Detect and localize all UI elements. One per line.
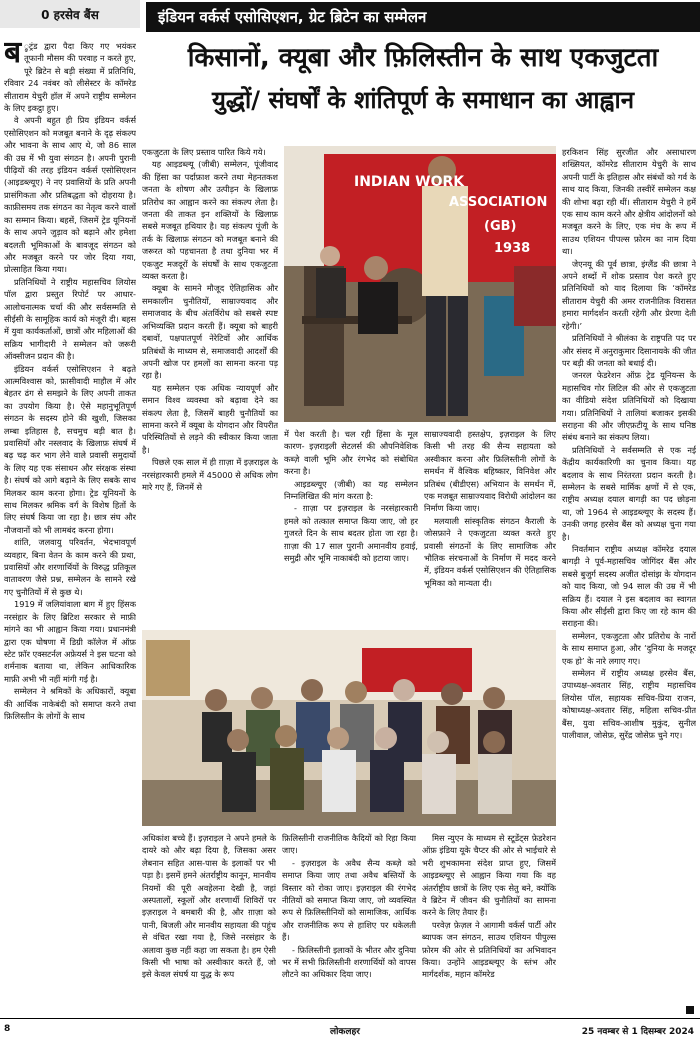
paragraph: सम्मेलन में राष्ट्रीय अध्यक्ष हरसेव बैंस, उपाध्यक्ष-अवतार सिंह, राष्ट्रीय महासचिव लियोस पॉल, सहायक सचिव-प्रिया राजन, कोषाध्यक्ष-अवतार सिंह, महिला सचिव-प्रीत बैंस, युवा सचिव-आशीष मुकुंद, सुनील पालीवाल, जोसेफ़, सुरेंद्र जोसेफ़ चुने गए।: [562, 668, 696, 741]
paragraph: पिछले एक साल में ही ग़ाज़ा में इज़राइल के नरसंहारकारी हमले में 45000 से अधिक लोग मारे गए हैं, जिनमें से: [142, 457, 278, 492]
paragraph: यह आइडब्ल्यू (जीबी) सम्मेलन, पूंजीवाद की हिंसा का पर्दाफ़ाश करने तथा मेहनतकश जनता के शोषण और उत्पीड़न के खिलाफ़ प्रतिरोध का आह्वान करने का संकल्प लेता है। जनता की ताकत इन शक्तियों के खिलाफ़ सबसे मजबूत हथियार है। यह संकल्प पूंजी के तर्क के खिलाफ़ संगठन को मजबूत बनाने की जरूरत को पहचानता है तथा दुनिया भर में एकजुट मजदूरों के संघर्षों के साथ एकजुटता व्यक्त करता है।: [142, 159, 278, 282]
article-column-2: [142, 146, 278, 624]
publication-name: लोकलहर: [330, 1027, 360, 1037]
banner-line-3: (GB): [484, 219, 517, 234]
paragraph: फ़िलिस्तीनी राजनीतिक कैदियों को रिहा किया जाए।: [282, 833, 416, 856]
paragraph: सम्मेलन ने श्रमिकों के अधिकारों, क्यूबा की आर्थिक नाकेबंदी को समाप्त करने तथा फ़िलिस्तीन के लोगों के साथ: [4, 686, 136, 721]
headline-line1: किसानों, क्यूबा और फ़िलिस्तीन के साथ एकजुटता: [187, 43, 659, 73]
banner-line-4: 1938: [494, 241, 531, 256]
paragraph: आइडब्ल्यूए (जीबी) का यह सम्मेलन निम्नलिखित की मांग करता है:: [284, 478, 418, 502]
paragraph: शांति, जलवायु परिवर्तन, भेदभावपूर्ण व्यवहार, बिना वेतन के काम करने की प्रथा, प्रवासियों और शरणार्थियों के विरुद्ध प्रतिकूल वातावरण जैसे प्रश्न, सम्मेलन के सामने रखे गए चुनौतियों में से कुछ थे।: [4, 537, 136, 597]
paragraph: मिस न्युएन के माध्यम से स्टूडेंट्स फ़ेडरेशन ऑफ़ इंडिया यूके चैप्टर की ओर से भाईचारे से भरी शुभकामना संदेश प्राप्त हुए, जिसमें आइडब्ल्यूए से आह्वान किया गया कि वह अंतर्राष्ट्रीय छात्रों के लिए एक सेतु बने, क्योंकि वे ब्रिटेन में जीवन की चुनौतियों का सामना करने के लिए तैयार हैं।: [422, 833, 556, 918]
banner-line-2: ASSOCIATION: [449, 195, 548, 210]
paragraph: एकजुटता के लिए प्रस्ताव पारित किये गये।: [142, 147, 266, 157]
issue-date: 25 नवम्बर से 1 दिसम्बर 2024: [581, 1027, 694, 1037]
author-label: 0 हरसेव बैंस: [0, 0, 140, 28]
group-photo-illustration: [142, 630, 556, 826]
paragraph: जेएनयू की पूर्व छात्रा, इंग्लैंड की छात्रा ने अपने शब्दों में शोक प्रस्ताव पेश करते हुए प्रतिनिधियों को याद दिलाया कि ‘कॉमरेड सीताराम येचुरी की अमर राजनीतिक विरासत हमारा मार्गदर्शन करती रहेगी और प्रेरणा देती रहेगी।’: [562, 258, 696, 331]
paragraph: - ग़ाज़ा पर इज़राइल के नरसंहारकारी हमले को तत्काल समाप्त किया जाए, जो हर गुजरते दिन के साथ बदतर होता जा रहा है। ग़ाज़ा की 17 साल पुरानी अमानवीय हवाई, समुद्री और भूमि नाकाबंदी को हटाया जाए।: [284, 503, 418, 564]
speaker-photo-illustration: [284, 146, 556, 422]
paragraph: इंडियन वर्कर्स एसोसिएशन ने बढ़ते आत्मविश्वास को, फ़ासीवादी माहौल में और बेहतर ढंग से समझने के लिए अपनी ताकत का उपयोग किया है। ऐसे महानुभूतिपूर्ण संगठन के सदस्य होने की खुशी, जिसका लम्बा इतिहास है, सचमुच बड़ी बात है। प्रवासियों और नस्लवाद के खिलाफ़ संघर्ष में बढ़ चढ़ कर भाग लेने वाले प्रवासी समुदायों के लिए यह एक संसाधन और संरक्षक संस्था है। संघर्ष को आगे बढ़ाने के लिए सबके साथ मिलकर काम करना होगा। ट्रेड यूनियनों के साथ मिलकर श्रमिक वर्ग के विशेष हितों के लिए संघर्ष किया जा रहा है। छात्र संघ और नौजवानों को भी लामबंद करना होगा।: [4, 363, 136, 535]
paragraph: हरकिशन सिंह सुरजीत और असाधारण शख्सियत, कॉमरेड सीताराम येचुरी के साथ अपनी पार्टी के इतिहास और संबंधों को गर्व के साथ याद किया, जिनकी तस्वीरें सम्मेलन कक्ष की शोभा बढ़ा रही थीं। सीताराम येचुरी ने हमें एक साथ काम करने और क्षेत्रीय आंदोलनों को मजबूत करने के लिए, एक मंच के रूप में साउथ एशियन पीपल्स फ़ोरम का नाम दिया था।: [562, 147, 696, 257]
paragraph: यह सम्मेलन एक अधिक न्यायपूर्ण और समान विश्व व्यवस्था को बढ़ावा देने का संकल्प लेता है, जिसमें बाहरी चुनौतियों का सामना करने में क्यूबा के योगदान और विपरीत परिस्थितियों से लड़ने की स्वीकार किया जाता है।: [142, 382, 278, 455]
paragraph: साम्राज्यवादी हस्तक्षेप, इज़राइल के लिए किसी भी तरह की सैन्य सहायता को अस्वीकार करना और फ़िलिस्तीनी लोगों के समर्थन में वैश्विक बहिष्कार, विनिवेश और प्रतिबंध (बीडीएस) अभियान के समर्थन में, एक मजबूत साम्राज्यवाद विरोधी आंदोलन का निर्माण किया जाए।: [424, 429, 556, 514]
drop-cap: ब: [4, 40, 22, 70]
paragraph: जनरल फेडरेशन ऑफ़ ट्रेड यूनियन्स के महासचिव गोर लिटिल की ओर से एकजुटता का वीडियो संदेश प्रतिनिधियों को दिखाया गया। प्रतिनिधियों ने तालियां बजाकर इसकी सराहना की और जीएफ़टीयू के साथ घनिष्ठ संबंध बनाने का संकल्प लिया।: [562, 370, 696, 443]
article-column-5: [562, 146, 696, 1012]
paragraph: प्रतिनिधियों ने सर्वसम्मति से एक नई केंद्रीय कार्यकारिणी का चुनाव किया। यह बदलाव के साथ निरंतरता प्रदान करती है। सम्मेलन के सबसे मार्मिक क्षणों में से एक, राष्ट्रीय अध्यक्ष दयाल बागड़ी का पद छोड़ना था, जो 1964 से आइडब्ल्यूए के सदस्य हैं। उनकी जगह हरसेव बैंस को अध्यक्ष चुना गया है।: [562, 444, 696, 542]
group-photo: [142, 630, 556, 826]
article-column-bottom-3: [422, 832, 556, 1012]
paragraph: प्रतिनिधियों ने श्रीलंका के राष्ट्रपति पद पर और संसद में अनुराकुमार दिसानायके की जीत पर बड़ी की जनता को बधाई दी।: [562, 333, 696, 368]
end-mark: [686, 1006, 694, 1014]
footer-rule: [0, 1018, 700, 1019]
paragraph: ब ्रुट्रंड द्वारा पैदा किए गए भयंकर तूफानी मौसम की परवाह न करते हुए, पूरे ब्रिटेन से बड़ी संख्या में प्रतिनिधि, रविवार 24 नवंबर को लीसेस्टर के कॉमरेड सीताराम येचुरी हॉल में अपने राष्ट्रीय सम्मेलन के लिए इकट्ठा हुए।: [4, 40, 136, 114]
section-banner: इंडियन वर्कर्स एसोसिएशन, ग्रेट ब्रिटेन का सम्मेलन: [146, 2, 700, 32]
paragraph: प्रतिनिधियों ने राष्ट्रीय महासचिव लियोस पॉल द्वारा प्रस्तुत रिपोर्ट पर आधार-आलोचनात्मक चर्चा की और सर्वसम्मति से सीईसी के सामूहिक कार्य को मंजूरी दी। बहस में युवा कार्यकर्ताओं, छात्रों और महिलाओं की सक्रिय भागीदारी ने सम्मेलन को जरूरी ऑक्सीजन प्रदान की है।: [4, 276, 136, 362]
headline-line2: युद्धों/ संघर्षों के शांतिपूर्ण के समाधान का आह्वान: [211, 86, 635, 114]
paragraph: क्यूबा के सामने मौजूद ऐतिहासिक और समकालीन चुनौतियों, साम्राज्यवाद और समाजवाद के बीच अंतर्विरोध को सबसे स्पष्ट अभिव्यक्ति प्रदान करती हैं। क्यूबा को बाहरी दबावों, पक्षपातपूर्ण नेरेटिवों और आर्थिक प्रतिबंधों के माध्यम से, समाजवादी आदर्शों की अपनी खोज पर हमलों का सामना करना पड़ रहा है।: [142, 283, 278, 381]
article-column-bottom-2: [282, 832, 416, 1012]
paragraph: सम्मेलन, एकजुटता और प्रतिरोध के नारों के साथ समाप्त हुआ, और ‘दुनिया के मजदूर एक हो’ के नारे लगाए गए।: [562, 630, 696, 666]
paragraph: 1919 में जलियांवाला बाग में हुए हिंसक नरसंहार के लिए ब्रिटिश सरकार से माफ़ी मांगने का भी आह्वान किया गया। प्रधानमंत्री द्वारा एक घोषणा में डिग्री कॉलेज में ऑफ़ स्टेट फ़ॉर एक्सटर्नल अफ़ेयर्स ने इस घटना को शर्मनाक बताया था, लेकिन आधिकारिक माफ़ी अभी भी नहीं मांगी गई है।: [4, 599, 136, 684]
paragraph: वे अपनी बहुत ही प्रिय इंडियन वर्कर्स एसोसिएशन को मजबूत बनाने के दृढ़ संकल्प और भावना के साथ आए थे, जो 86 साल की उम्र में भी युवा संगठन है। अपनी पुरानी पीढ़ियों की तरह इंडियन वर्कर्स एसोसिएशन (आइडब्ल्यूए) ने नए प्रवासियों के प्रति अपनी प्रासंगिकता और प्रतिबद्धता को दोहराया है। काफ़ीसमय तक संगठन का नेतृत्व करने वालों का सम्मान किया। बहसें, जिसमें ट्रेड यूनियनों के साथ अपने जुड़ाव को बढ़ाने और हमेशा बदलती भूमिकाओं के बावजूद संगठन को और मजबूत करने पर जोर दिया गया, प्रोत्साहित किया गया।: [4, 115, 136, 275]
article-column-3: [284, 428, 418, 624]
headline: [146, 40, 700, 118]
banner-line-1: INDIAN WORK: [354, 174, 465, 190]
conference-speaker-photo: [284, 146, 556, 422]
article-column-4: [424, 428, 556, 624]
paragraph: - फ़िलिस्तीनी इलाकों के भीतर और दुनिया भर में सभी फ़िलिस्तीनी शरणार्थियों को वापस लौटने का अधिकार दिया जाए।: [282, 944, 416, 980]
paragraph: - इज़राइल के अवैध सैन्य कब्ज़े को समाप्त किया जाए तथा अवैध बस्तियों के विस्तार को रोका जाए। इज़राइल की रंगभेद नीतियों को समाप्त किया जाए, जो व्यवस्थित रूप से फ़िलिस्तीनियों को सामाजिक, आर्थिक और राजनीतिक रूप से हाशिए पर धकेलती हैं।: [282, 857, 416, 943]
paragraph: निवर्तमान राष्ट्रीय अध्यक्ष कॉमरेड दयाल बागड़ी ने पूर्व-महासचिव जोगिंदर बैंस और सबसे बुजुर्ग सदस्य अजीत दोसांझ के योगदान को याद किया, जो 94 साल की उम्र में भी सक्रिय हैं। दयाल ने इस बदलाव का स्वागत किया और सीईसी द्वारा किए जा रहे काम की सराहना की।: [562, 544, 696, 629]
page-number: 8: [4, 1024, 11, 1034]
paragraph: में पेश करती है। चल रही हिंसा के मूल कारण- इज़राइली सेटलर्स की औपनिवेशिक कब्ज़े वाली भूमि और रंगभेद को संबोधित करना है।: [284, 429, 418, 477]
article-column-1: [4, 40, 136, 1015]
paragraph: परवेज़ फ़ेज़ल ने आगामी वर्कर्स पार्टी और ब्यापक जन संगठन, साउथ एशियन पीपुल्स फ़ोरम की ओर से प्रतिनिधियों का अभिवादन किया। उन्होंने आइडब्ल्यूए के स्तंभ और मार्गदर्शक, महान कॉमरेड: [422, 919, 556, 980]
article-column-bottom-1: [142, 832, 276, 1012]
paragraph: मलयाली सांस्कृतिक संगठन कैराली के जोसफ़ाने ने एकजुटता व्यक्त करते हुए प्रवासी संगठनों के लिए सामाजिक और भौतिक संरचनाओं के निर्माण में मदद करने में, इंडियन वर्कर्स एसोसिएशन की ऐतिहासिक भूमिका को मान्यता दी।: [424, 515, 556, 588]
paragraph: अधिकांश बच्चे हैं। इज़राइल ने अपने हमले के दायरे को और बढ़ा दिया है, जिसका असर लेबनान सहित आस-पास के इलाकों पर भी पड़ा है। इसमें हमने अंतर्राष्ट्रीय कानून, मानवीय नियमों की पूरी अवहेलना देखी है, जहां अस्पतालों, स्कूलों और शरणार्थी शिविरों पर इज़राइल ने बमबारी की है, और ग़ाज़ा को पानी, बिजली और मानवीय सहायता की पहुंच से वंचित रखा गया है, जिसे नरसंहार के अलावा कुछ नहीं कहा जा सकता है। हम ऐसी किसी भी भाषा को अस्वीकार करते हैं, जो इसे केवल संघर्ष या युद्ध के रूप: [142, 833, 276, 980]
